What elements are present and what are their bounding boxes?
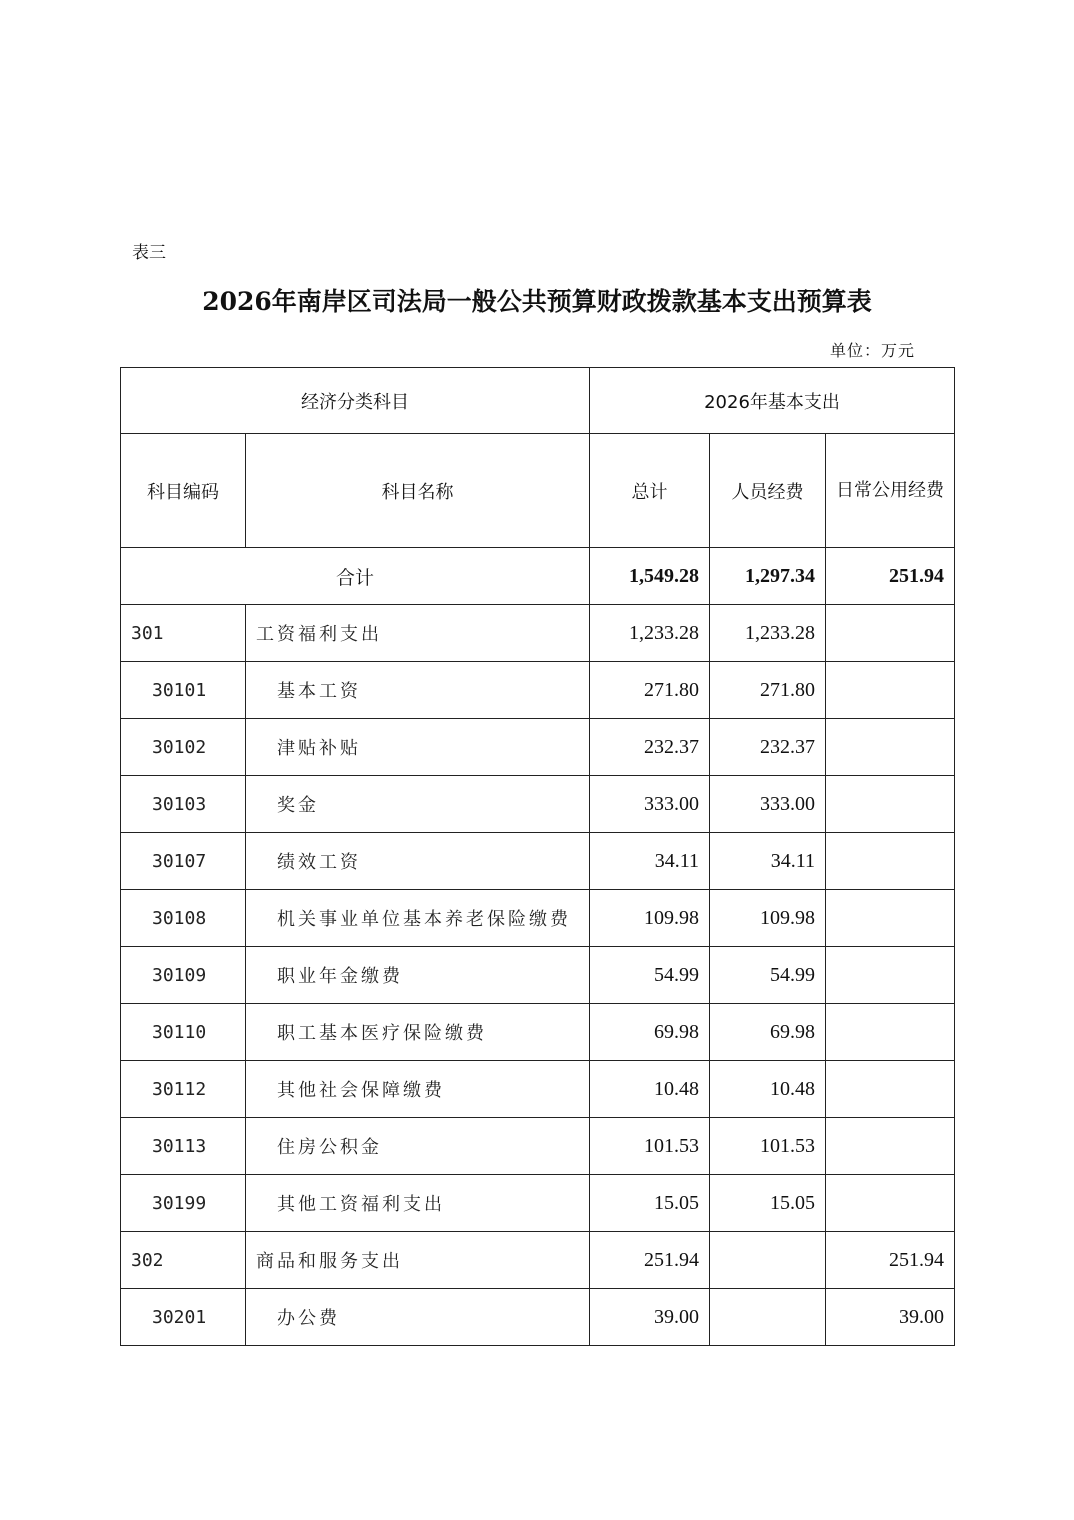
row-name: 商品和服务支出 xyxy=(246,1232,590,1289)
row-total: 10.48 xyxy=(590,1061,710,1118)
row-public xyxy=(826,719,955,776)
row-public xyxy=(826,776,955,833)
row-name: 津贴补贴 xyxy=(246,719,590,776)
row-code: 30110 xyxy=(121,1004,246,1061)
row-code: 302 xyxy=(121,1232,246,1289)
table-row xyxy=(121,605,955,662)
row-public xyxy=(826,605,955,662)
row-personnel: 333.00 xyxy=(710,776,826,833)
row-total: 101.53 xyxy=(590,1118,710,1175)
row-name: 职业年金缴费 xyxy=(246,947,590,1004)
table-row xyxy=(121,833,955,890)
row-public xyxy=(826,662,955,719)
col-header-personnel: 人员经费 xyxy=(710,434,826,548)
row-personnel xyxy=(710,1289,826,1346)
page-title: 2026年南岸区司法局一般公共预算财政拨款基本支出预算表 xyxy=(202,287,872,316)
group-header-economic: 经济分类科目 xyxy=(121,368,590,434)
row-public xyxy=(826,1175,955,1232)
row-code: 30113 xyxy=(121,1118,246,1175)
total-label: 合计 xyxy=(121,548,590,605)
row-name: 基本工资 xyxy=(246,662,590,719)
row-code: 30107 xyxy=(121,833,246,890)
row-personnel: 232.37 xyxy=(710,719,826,776)
row-public: 251.94 xyxy=(826,1232,955,1289)
row-total: 34.11 xyxy=(590,833,710,890)
table-row xyxy=(121,1061,955,1118)
row-public xyxy=(826,1004,955,1061)
row-personnel: 101.53 xyxy=(710,1118,826,1175)
row-code: 30101 xyxy=(121,662,246,719)
total-row xyxy=(121,548,955,605)
col-header-code: 科目编码 xyxy=(121,434,246,548)
table-row xyxy=(121,1004,955,1061)
unit-label: 单位：万元 xyxy=(830,341,916,360)
row-total: 54.99 xyxy=(590,947,710,1004)
row-name: 办公费 xyxy=(246,1289,590,1346)
group-header-row xyxy=(121,368,955,434)
row-name: 住房公积金 xyxy=(246,1118,590,1175)
row-public xyxy=(826,1061,955,1118)
table-row xyxy=(121,1175,955,1232)
table-row xyxy=(121,662,955,719)
row-code: 30102 xyxy=(121,719,246,776)
total-public: 251.94 xyxy=(826,548,955,605)
row-public xyxy=(826,947,955,1004)
total-total: 1,549.28 xyxy=(590,548,710,605)
col-header-public: 日常公用经费 xyxy=(826,434,955,548)
row-total: 333.00 xyxy=(590,776,710,833)
row-code: 301 xyxy=(121,605,246,662)
row-personnel: 34.11 xyxy=(710,833,826,890)
row-name: 机关事业单位基本养老保险缴费 xyxy=(246,890,590,947)
row-personnel: 10.48 xyxy=(710,1061,826,1118)
row-code: 30108 xyxy=(121,890,246,947)
table-row xyxy=(121,1118,955,1175)
row-name: 职工基本医疗保险缴费 xyxy=(246,1004,590,1061)
column-header-row xyxy=(121,434,955,548)
row-personnel: 109.98 xyxy=(710,890,826,947)
row-total: 109.98 xyxy=(590,890,710,947)
row-total: 251.94 xyxy=(590,1232,710,1289)
row-personnel: 271.80 xyxy=(710,662,826,719)
row-total: 271.80 xyxy=(590,662,710,719)
row-total: 232.37 xyxy=(590,719,710,776)
row-code: 30199 xyxy=(121,1175,246,1232)
col-header-total: 总计 xyxy=(590,434,710,548)
table-row xyxy=(121,719,955,776)
row-total: 15.05 xyxy=(590,1175,710,1232)
row-total: 1,233.28 xyxy=(590,605,710,662)
row-public xyxy=(826,1118,955,1175)
table-row xyxy=(121,1232,955,1289)
row-code: 30201 xyxy=(121,1289,246,1346)
row-code: 30103 xyxy=(121,776,246,833)
row-public xyxy=(826,833,955,890)
budget-table xyxy=(120,367,955,1346)
table-row xyxy=(121,890,955,947)
row-total: 69.98 xyxy=(590,1004,710,1061)
row-name: 其他工资福利支出 xyxy=(246,1175,590,1232)
row-total: 39.00 xyxy=(590,1289,710,1346)
row-personnel: 69.98 xyxy=(710,1004,826,1061)
row-name: 奖金 xyxy=(246,776,590,833)
row-code: 30109 xyxy=(121,947,246,1004)
row-code: 30112 xyxy=(121,1061,246,1118)
row-personnel: 1,233.28 xyxy=(710,605,826,662)
group-header-basic-expenditure: 2026年基本支出 xyxy=(590,368,955,434)
row-personnel xyxy=(710,1232,826,1289)
row-public xyxy=(826,890,955,947)
row-public: 39.00 xyxy=(826,1289,955,1346)
table-row xyxy=(121,1289,955,1346)
total-personnel: 1,297.34 xyxy=(710,548,826,605)
col-header-name: 科目名称 xyxy=(246,434,590,548)
table-row xyxy=(121,947,955,1004)
table-label: 表三 xyxy=(132,243,166,263)
row-name: 绩效工资 xyxy=(246,833,590,890)
row-name: 其他社会保障缴费 xyxy=(246,1061,590,1118)
row-personnel: 54.99 xyxy=(710,947,826,1004)
row-name: 工资福利支出 xyxy=(246,605,590,662)
row-personnel: 15.05 xyxy=(710,1175,826,1232)
table-row xyxy=(121,776,955,833)
